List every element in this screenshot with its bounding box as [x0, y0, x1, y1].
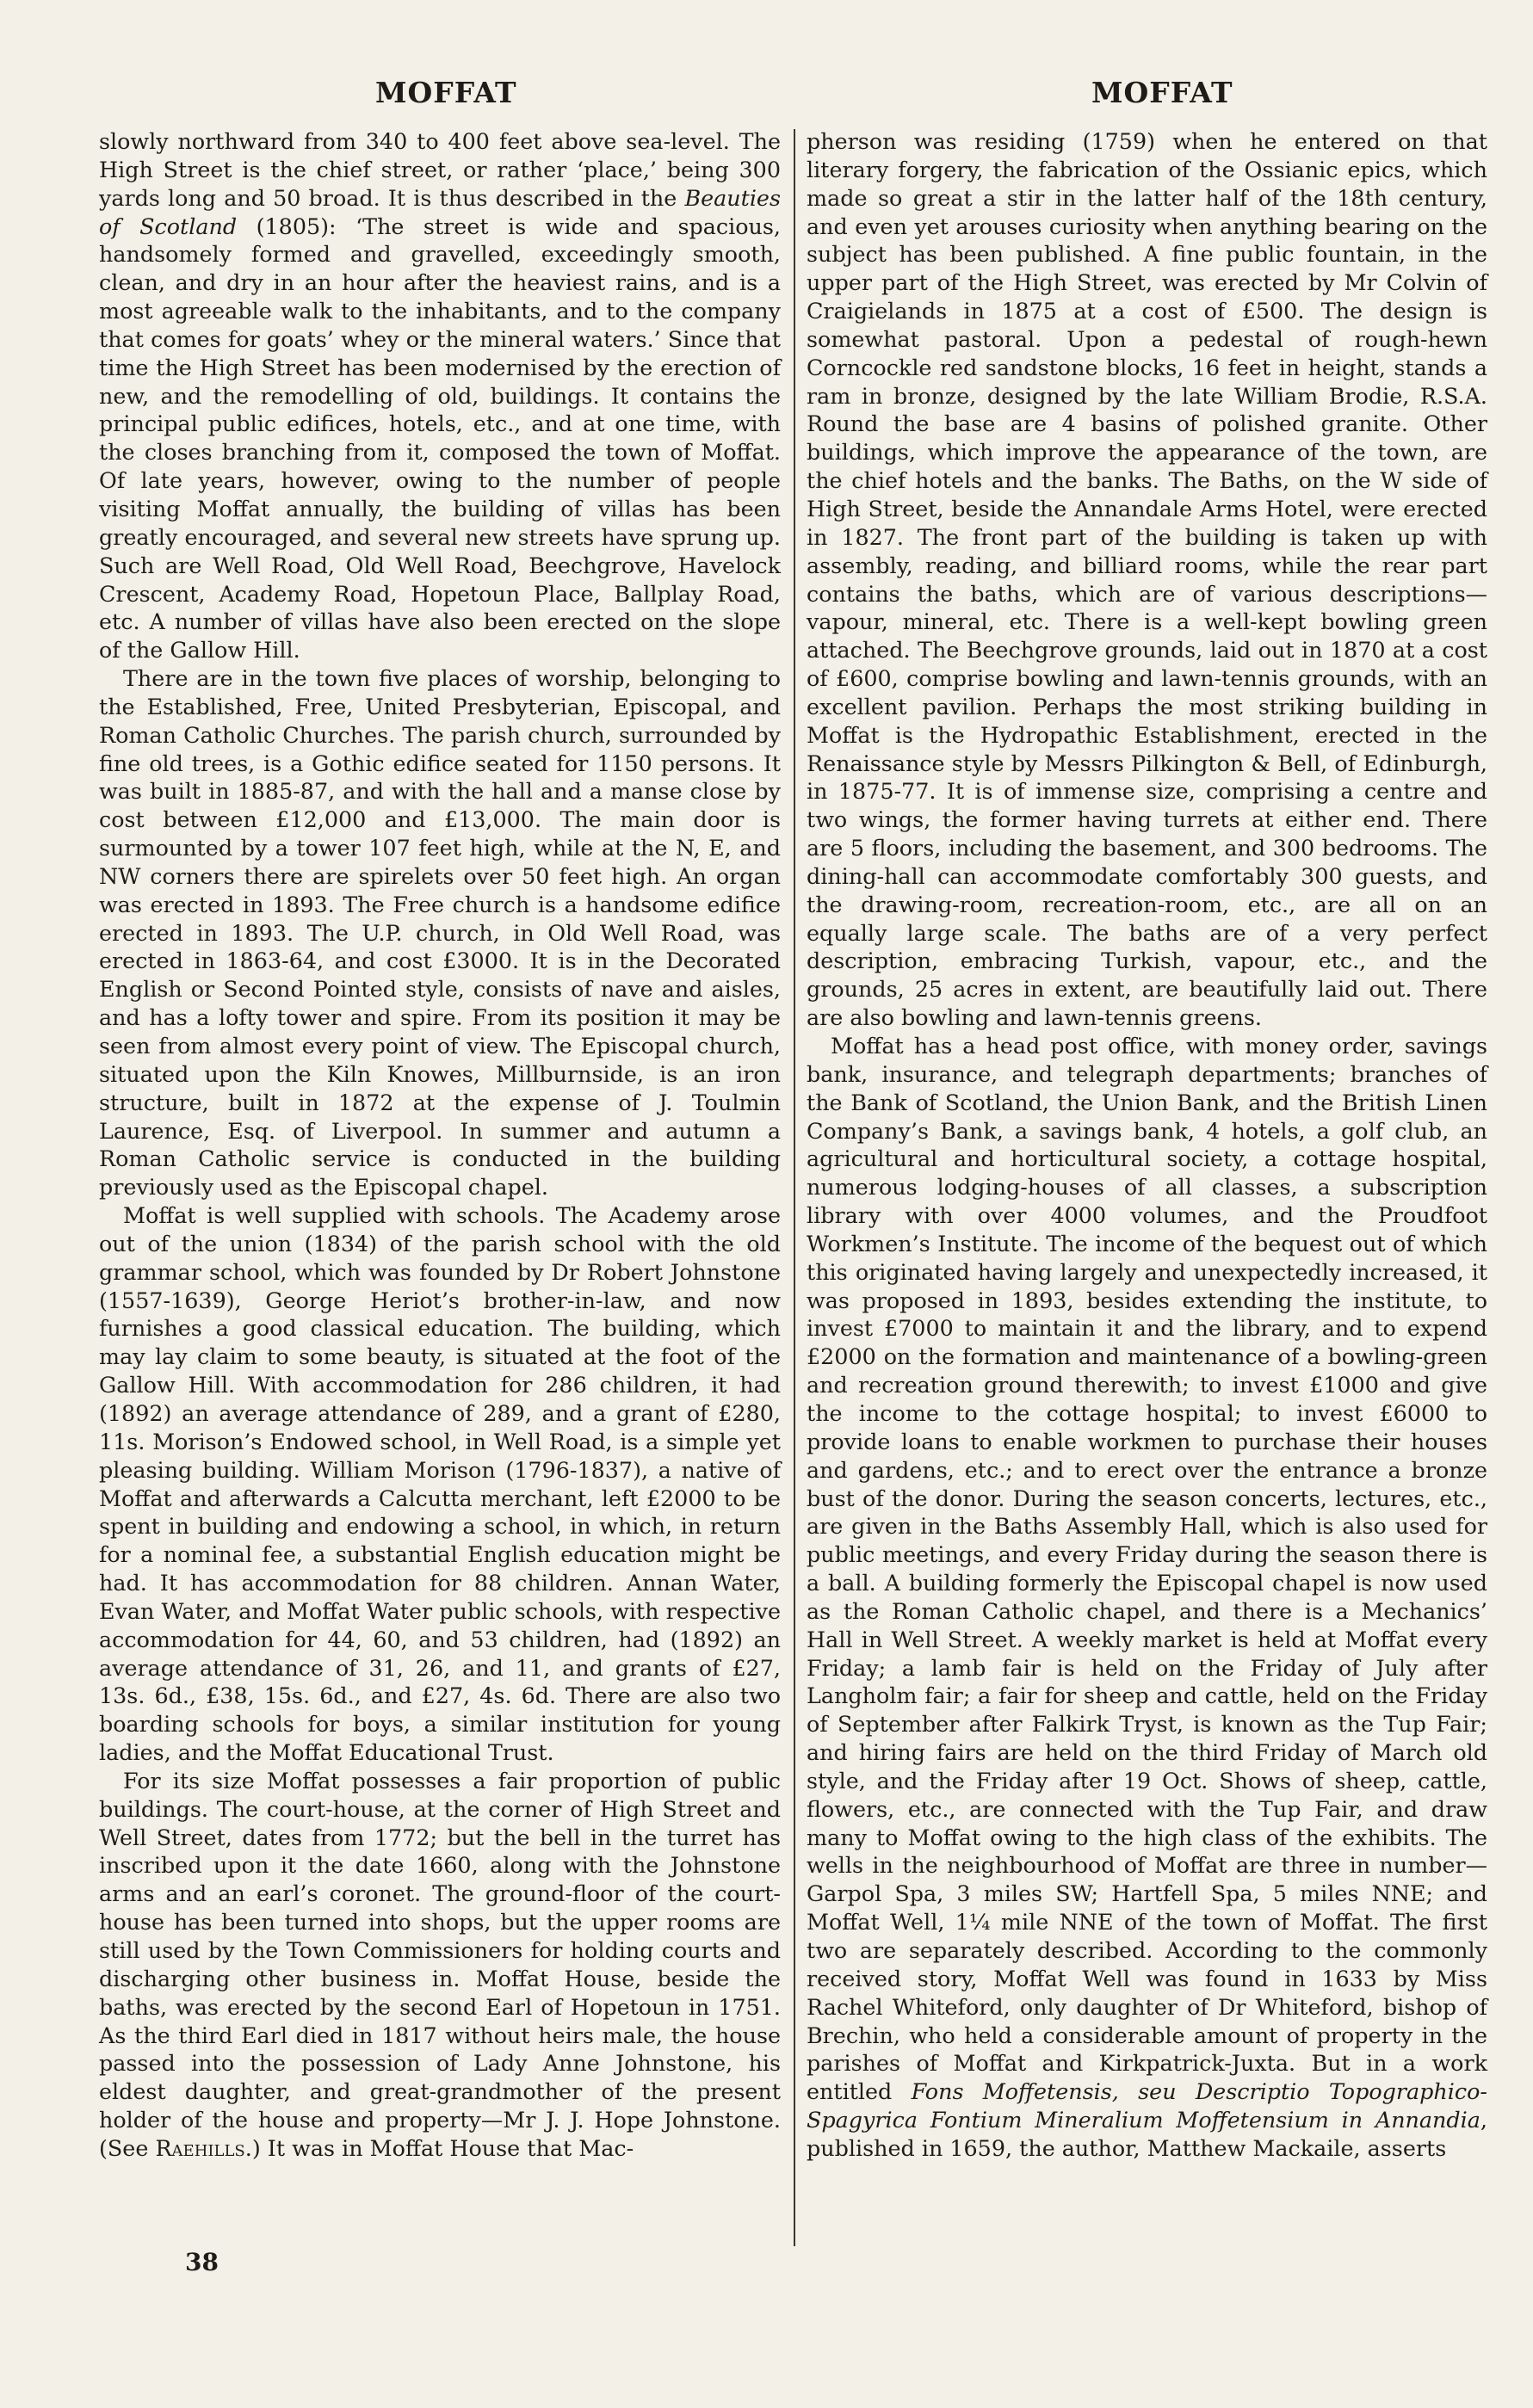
running-head-right: MOFFAT [1091, 76, 1233, 109]
paragraph-public-buildings [99, 1767, 781, 2163]
page-number: 38 [185, 2248, 219, 2276]
paragraph-text: (1805): ‘The street is wide and spacious, handsomely formed and gravelled, exceedingly smooth, clean, and dry in an hour after the heaviest rains, and is a most agreeable walk to the inhabitants, and to the company that comes for goats’ whey or the mineral waters.’ Since that time the High Street has been modernised by the erection of new, and the remodelling of old, buildings. It contains the principal public edifices, hotels, etc., and at one time, with the closes branching from it, composed the town of Moffat. Of late years, however, owing to the number of people visiting Moffat annually, the building of villas has been greatly encouraged, and several new streets have sprung up. Such are Well Road, Old Well Road, Beechgrove, Havelock Crescent, Academy Road, Hopetoun Place, Ballplay Road, etc. A number of villas have also been erected on the slope of the Gallow Hill. [99, 213, 781, 664]
paragraph-text: For its size Moffat possesses a fair proportion of public buildings. The court-house, at the corner of High Street and Well Street, dates from 1772; but the bell in the turret has inscribed upon it the date 1660, along with the Johnstone arms and an earl’s coronet. The ground-floor of the court-house has been turned into shops, but the upper rooms are still used by the Town Commissioners for holding courts and discharging other business in. Moffat House, beside the baths, was erected by the second Earl of Hopetoun in 1751. As the third Earl died in 1817 without heirs male, the house passed into the possession of Lady Anne Johnstone, his eldest daughter, and great-grandmother of the present holder of the house and property—Mr J. J. Hope Johnstone. (See [99, 1767, 781, 2161]
paragraph-text: .) It was in Moffat House that Mac- [244, 2134, 634, 2161]
paragraph-text: slowly northward from 340 to 400 feet above sea-level. The High Street is the chief street, or rather ‘place,’ being 300 yards long and 50 broad. It is thus described in the [99, 128, 781, 211]
left-column [99, 127, 781, 2163]
paragraph-text: , published in 1659, the author, Matthew Mackaile, asserts [807, 2107, 1487, 2161]
paragraph-text: Moffat has a head post office, with money order, savings bank, insurance, and telegraph departments; branches of the Bank of Scotland, the Union Bank, and the British Linen Company’s Bank, a savings bank, 4 hotels, a golf club, an agricultural and horticultural society, a cottage hospital, numerous lodging-houses of all classes, a subscription library with over 4000 volumes, and the Proudfoot Workmen’s Institute. The income of the bequest out of which this originated having largely and unexpectedly increased, it was proposed in 1893, besides extending the institute, to invest £7000 to maintain it and the library, and to expend £2000 on the formation and maintenance of a bowling-green and recreation ground therewith; to invest £1000 and give the income to the cottage hospital; to invest £6000 to provide loans to enable workmen to purchase their houses and gardens, etc.; and to erect over the entrance a bronze bust of the donor. During the season concerts, lectures, etc., are given in the Baths Assembly Hall, which is also used for public meetings, and every Friday during the season there is a ball. A building formerly the Episcopal chapel is now used as the Roman Catholic chapel, and there is a Mechanics’ Hall in Well Street. A weekly market is held at Moffat every Friday; a lamb fair is held on the Friday of July after Langholm fair; a fair for sheep and cattle, held on the Friday of September after Falkirk Tryst, is known as the Tup Fair; and hiring fairs are held on the third Friday of March old style, and the Friday after 19 Oct. Shows of sheep, cattle, flowers, etc., are connected with the Tup Fair, and draw many to Moffat owing to the high class of the exhibits. The wells in the neighbourhood of Moffat are three in number—Garpol Spa, 3 miles SW; Hartfell Spa, 5 miles NNE; and Moffat Well, 1¼ mile NNE of the town of Moffat. The first two are separately described. According to the commonly received story, Moffat Well was found in 1633 by Miss Rachel Whiteford, only daughter of Dr Whiteford, bishop of Brechin, who held a considerable amount of property in the parishes of Moffat and Kirkpatrick-Juxta. But in a work entitled [807, 1033, 1487, 2105]
right-column [807, 127, 1487, 2163]
column-divider [794, 129, 795, 2246]
paragraph-streets [99, 127, 781, 664]
paragraph-schools: Moffat is well supplied with schools. The Academy arose out of the union (1834) of the parish school with the old grammar school, which was founded by Dr Robert Johnstone (1557-1639), George Heriot’s brother-in-law, and now furnishes a good classical education. The building, which may lay claim to some beauty, is situated at the foot of the Gallow Hill. With accommodation for 286 children, it had (1892) an average attendance of 289, and a grant of £280, 11s. Morison’s Endowed school, in Well Road, is a simple yet pleasing building. William Morison (1796-1837), a native of Moffat and afterwards a Calcutta merchant, left £2000 to be spent in building and endowing a school, in which, in return for a nominal fee, a substantial English education might be had. It has accommodation for 88 children. Annan Water, Evan Water, and Moffat Water public schools, with respective accommodation for 44, 60, and 53 children, had (1892) an average attendance of 31, 26, and 11, and grants of £27, 13s. 6d., £38, 15s. 6d., and £27, 4s. 6d. There are also two boarding schools for boys, a similar institution for young ladies, and the Moffat Educational Trust. [99, 1202, 781, 1766]
book-title: Beauties of Scotland [99, 184, 781, 239]
book-title: Fons Moffetensis, seu Descriptio Topographico-Spagyrica Fontium Mineralium Moffetensium in Annandia [807, 2078, 1487, 2133]
paragraph-churches: There are in the town five places of worship, belonging to the Established, Free, United Presbyterian, Episcopal, and Roman Catholic Churches. The parish church, surrounded by fine old trees, is a Gothic edifice seated for 1150 persons. It was built in 1885-87, and with the hall and a manse close by cost between £12,000 and £13,000. The main door is surmounted by a tower 107 feet high, while at the N, E, and NW corners there are spirelets over 50 feet high. An organ was erected in 1893. The Free church is a handsome edifice erected in 1893. The U.P. church, in Old Well Road, was erected in 1863-64, and cost £3000. It is in the Decorated English or Second Pointed style, consists of nave and aisles, and has a lofty tower and spire. From its position it may be seen from almost every point of view. The Episcopal church, situated upon the Kiln Knowes, Millburnside, is an iron structure, built in 1872 at the expense of J. Toulmin Laurence, Esq. of Liverpool. In summer and autumn a Roman Catholic service is conducted in the building previously used as the Episcopal chapel. [99, 665, 781, 1201]
paragraph-amenities-wells [807, 1032, 1487, 2163]
paragraph-fountain-hydropathic: pherson was residing (1759) when he entered on that literary forgery, the fabrication of the Ossianic epics, which made so great a stir in the latter half of the 18th century, and even yet arouses curiosity when anything bearing on the subject has been published. A fine public fountain, in the upper part of the High Street, was erected by Mr Colvin of Craigielands in 1875 at a cost of £500. The design is somewhat pastoral. Upon a pedestal of rough-hewn Corncockle red sandstone blocks, 16 feet in height, stands a ram in bronze, designed by the late William Brodie, R.S.A. Round the base are 4 basins of polished granite. Other buildings, which improve the appearance of the town, are the chief hotels and the banks. The Baths, on the W side of High Street, beside the Annandale Arms Hotel, were erected in 1827. The front part of the building is taken up with assembly, reading, and billiard rooms, while the rear part contains the baths, which are of various descriptions—vapour, mineral, etc. There is a well-kept bowling green attached. The Beechgrove grounds, laid out in 1870 at a cost of £600, comprise bowling and lawn-tennis grounds, with an excellent pavilion. Perhaps the most striking building in Moffat is the Hydropathic Establishment, erected in the Renaissance style by Messrs Pilkington & Bell, of Edinburgh, in 1875-77. It is of immense size, comprising a centre and two wings, the former having turrets at either end. There are 5 floors, including the basement, and 300 bedrooms. The dining-hall can accommodate comfortably 300 guests, and the drawing-room, recreation-room, etc., are all on an equally large scale. The baths are of a very perfect description, embracing Turkish, vapour, etc., and the grounds, 25 acres in extent, are beautifully laid out. There are also bowling and lawn-tennis greens. [807, 128, 1487, 1031]
cross-reference: Raehills [155, 2134, 245, 2161]
running-head-left: MOFFAT [375, 76, 517, 109]
